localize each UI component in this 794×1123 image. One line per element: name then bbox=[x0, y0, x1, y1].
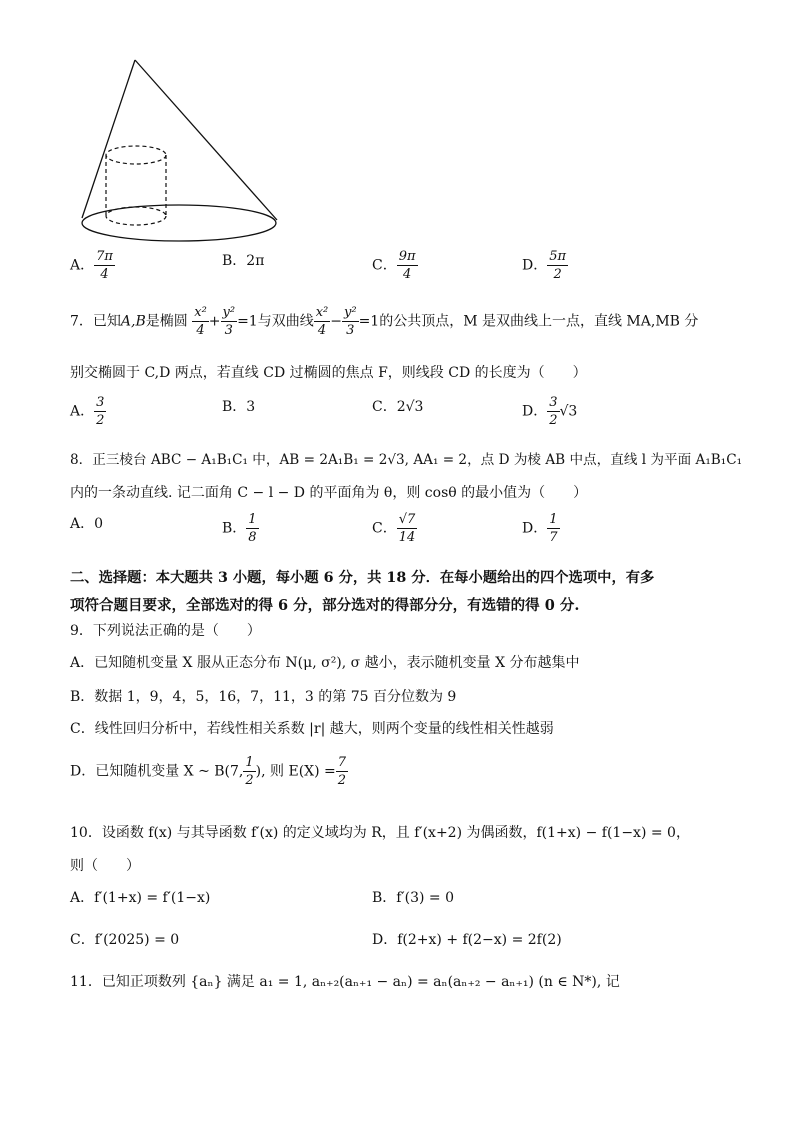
q7-option-d: D． $\frac{3}{2}$ √3 bbox=[522, 395, 578, 428]
section-2-heading-line1: 二、选择题：本大题共 3 小题，每小题 6 分，共 18 分．在每小题给出的四个选项中，有多 bbox=[70, 570, 655, 586]
q6-option-c: C． $\frac{9\pi}{4}$ bbox=[372, 249, 416, 282]
q9-option-d: D．已知随机变量 X ~ B(7, $\frac{1}{2}$ ), 则 E(X) = $\frac{7}{2}$ bbox=[70, 755, 347, 788]
q8-option-a: A．0 bbox=[70, 516, 104, 532]
section-2-heading-line2: 项符合题目要求，全部选对的得 6 分，部分选对的得部分分，有选错的得 0 分. bbox=[70, 597, 580, 614]
ellipse-term-y: $\frac{\text{y²}}{3}$ bbox=[222, 305, 236, 338]
q9-option-c: C．线性回归分析中，若线性相关系数 |r| 越大，则两个变量的线性相关性越弱 bbox=[70, 721, 554, 737]
q8-stem-line2: 内的一条动直线. 记二面角 C − l − D 的平面角为 θ，则 cosθ 的最小值为（ ） bbox=[70, 485, 588, 501]
q10-option-a: A．f′(1+x) = f′(1−x) bbox=[70, 890, 211, 906]
q8-option-d: D． $\frac{1}{7}$ bbox=[522, 512, 558, 545]
cone-cylinder-figure bbox=[78, 58, 280, 246]
q9-stem: 9．下列说法正确的是（ ） bbox=[70, 623, 261, 639]
q7-stem-line2: 别交椭圆于 C,D 两点，若直线 CD 过椭圆的焦点 F，则线段 CD 的长度为（ ） bbox=[70, 365, 587, 381]
q6-option-a: A． $\frac{7\pi}{4}$ bbox=[70, 249, 113, 282]
q10-option-d: D．f(2+x) + f(2−x) = 2f(2) bbox=[372, 932, 562, 948]
q10-stem-line2: 则（ ） bbox=[70, 858, 140, 874]
q10-option-c: C．f′(2025) = 0 bbox=[70, 932, 180, 948]
q7-option-b: B．3 bbox=[222, 399, 256, 415]
q7-option-c: C．2√3 bbox=[372, 399, 424, 415]
q8-option-c: C． $\frac{√7}{14}$ bbox=[372, 512, 416, 545]
q11-stem: 11．已知正项数列 {aₙ} 满足 a₁ = 1, aₙ₊₂(aₙ₊₁ − aₙ) = aₙ(aₙ₊₂ − aₙ₊₁) (n ∈ N*), 记 bbox=[70, 974, 620, 990]
q9-option-b: B．数据 1，9，4，5，16，7，11，3 的第 75 百分位数为 9 bbox=[70, 689, 457, 705]
q10-option-b: B．f′(3) = 0 bbox=[372, 890, 455, 906]
hyperbola-term-x: $\frac{\text{x²}}{4}$ bbox=[315, 305, 329, 338]
q8-option-b: B． $\frac{1}{8}$ bbox=[222, 512, 257, 545]
q7-stem-line1: 7．已知A,B是椭圆 $\frac{\text{x²}}{4}$ + $\frac{\text{y²}}{3}$ =1与双曲线 $\frac{\text{x²}}{4}$ − $\frac{\text{y²}}{3}$ =1的公共顶点，M 是双曲线上一点，直线 MA,MB 分 bbox=[70, 305, 699, 338]
q7-option-a: A． $\frac{3}{2}$ bbox=[70, 395, 105, 428]
q6-option-b: B．2π bbox=[222, 253, 265, 269]
q6-option-d: D． $\frac{5\pi}{2}$ bbox=[522, 249, 567, 282]
hyperbola-term-y: $\frac{\text{y²}}{3}$ bbox=[344, 305, 357, 338]
q10-stem-line1: 10．设函数 f(x) 与其导函数 f′(x) 的定义域均为 R，且 f′(x+2) 为偶函数，f(1+x) − f(1−x) = 0， bbox=[70, 825, 690, 841]
ellipse-term-x: $\frac{\text{x²}}{4}$ bbox=[194, 305, 207, 338]
q9-option-a: A．已知随机变量 X 服从正态分布 N(μ, σ²), σ 越小，表示随机变量 X 分布越集中 bbox=[70, 655, 580, 671]
q8-stem-line1: 8．正三棱台 ABC − A₁B₁C₁ 中，AB = 2A₁B₁ = 2√3, AA₁ = 2，点 D 为棱 AB 中点，直线 l 为平面 A₁B₁C₁ bbox=[70, 452, 743, 468]
